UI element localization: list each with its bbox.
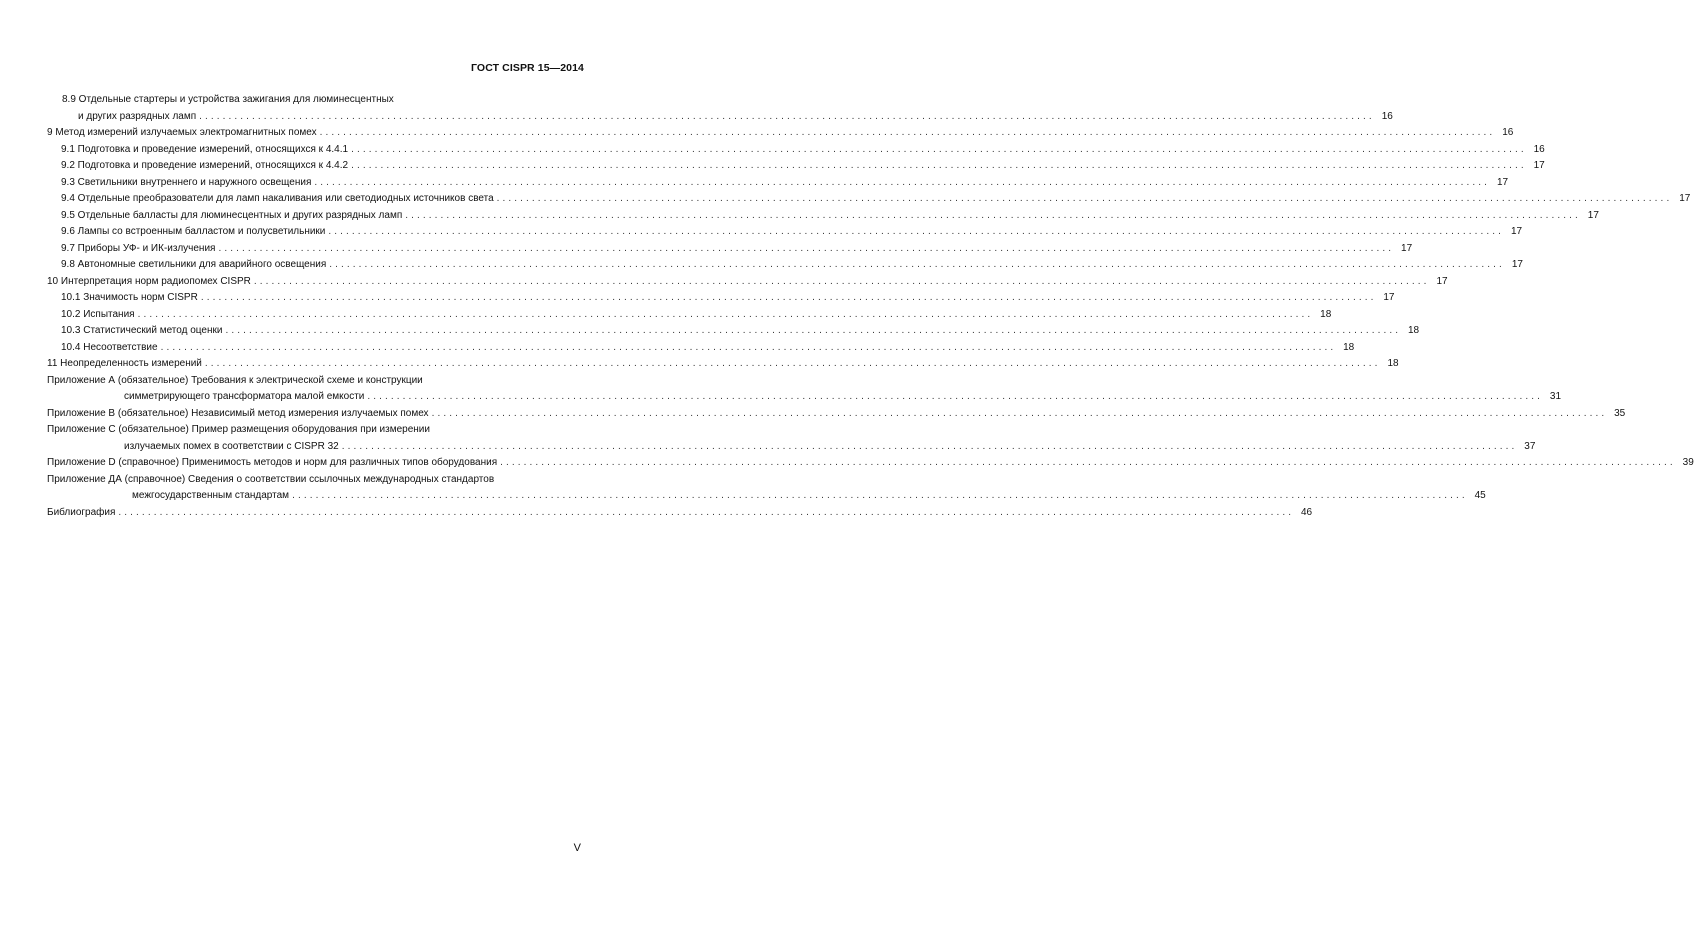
toc-entry-title: Приложение D (справочное) Применимость методов и норм для различных типов оборудования: [47, 457, 498, 468]
toc-entry[interactable]: [0, 340, 1355, 357]
toc-page-number: 17: [1383, 292, 1395, 303]
toc-entry-title: излучаемых помех в соответствии с CISPR 32: [124, 440, 339, 452]
toc-leader-dots: ........................................................................................................................................................................................................: [218, 242, 1395, 254]
toc-entry-title: межгосударственным стандартам: [132, 490, 290, 501]
toc-page-number: 16: [1502, 127, 1514, 138]
toc-entry[interactable]: [0, 356, 1399, 373]
table-of-contents: [0, 92, 1694, 521]
toc-entry-title: 9.3 Светильники внутреннего и наружного освещения: [61, 176, 312, 188]
toc-entry-title: 9.5 Отдельные балласты для люминесцентных и других разрядных ламп: [61, 209, 403, 221]
toc-entry-title: Приложение В (обязательное) Независимый метод измерения излучаемых помех: [47, 407, 429, 419]
toc-page-number: 18: [1320, 308, 1332, 320]
toc-leader-dots: ........................................................................................................................................................................................................: [253, 275, 1430, 287]
toc-entry[interactable]: [0, 290, 1395, 307]
toc-leader-dots: ........................................................................................................................................................................................................: [137, 308, 1314, 320]
toc-page-number: 39: [1682, 457, 1694, 468]
toc-page-number: 18: [1387, 358, 1399, 369]
toc-entry-title: 9.6 Лампы со встроенным балластом и полусветильники: [61, 226, 326, 237]
toc-entry-title: Библиография: [47, 506, 116, 518]
toc-leader-dots: ........................................................................................................................................................................................................: [405, 209, 1581, 221]
toc-entry[interactable]: [0, 241, 1413, 258]
toc-leader-dots: ........................................................................................................................................................................................................: [431, 407, 1608, 419]
toc-entry[interactable]: [0, 158, 1545, 175]
toc-entry-title: 9.4 Отдельные преобразователи для ламп накаливания или светодиодных источников света: [61, 193, 494, 204]
toc-page-number: 17: [1496, 176, 1509, 188]
toc-entry[interactable]: [0, 175, 1509, 192]
toc-entry[interactable]: [0, 406, 1626, 423]
toc-page-number: 16: [1533, 143, 1545, 155]
toc-entry-title: 10.2 Испытания: [61, 308, 135, 320]
toc-entry[interactable]: [0, 257, 1523, 274]
toc-page-number: 45: [1474, 490, 1486, 501]
toc-page-number: 17: [1436, 275, 1448, 287]
toc-page-number: 17: [1401, 242, 1413, 254]
toc-leader-dots: ........................................................................................................................................................................................................: [204, 358, 1381, 369]
toc-entry[interactable]: [0, 92, 1393, 125]
toc-entry-title: 11 Неопределенность измерений: [47, 358, 202, 369]
toc-entry[interactable]: [0, 142, 1545, 159]
toc-entry[interactable]: [0, 455, 1694, 472]
toc-page-number: 17: [1533, 160, 1545, 171]
toc-entry[interactable]: [0, 323, 1420, 340]
toc-entry-title-line: Приложение ДА (справочное) Сведения о соответствии ссылочных международных стандартов: [47, 473, 495, 485]
toc-entry[interactable]: [0, 373, 1562, 406]
toc-entry-title: 10.4 Несоответствие: [61, 341, 158, 353]
document-header: ГОСТ CISPR 15—2014: [471, 62, 584, 74]
toc-entry-title: и других разрядных ламп: [78, 110, 197, 122]
toc-leader-dots: ........................................................................................................................................................................................................: [319, 127, 1496, 138]
toc-page-number: 17: [1511, 259, 1523, 270]
toc-leader-dots: ........................................................................................................................................................................................................: [200, 292, 1377, 303]
toc-entry[interactable]: [0, 224, 1523, 241]
toc-entry-title: 9.7 Приборы УФ- и ИК-излучения: [61, 242, 216, 254]
toc-leader-dots: ........................................................................................................................................................................................................: [367, 391, 1544, 402]
toc-leader-dots: ........................................................................................................................................................................................................: [199, 110, 1375, 122]
toc-entry[interactable]: [0, 274, 1448, 291]
toc-entry-title: симметрирующего трансформатора малой емкости: [124, 391, 365, 402]
toc-entry-title: 10 Интерпретация норм радиопомех CISPR: [47, 275, 251, 287]
toc-leader-dots: ........................................................................................................................................................................................................: [496, 193, 1673, 204]
toc-entry-title: 9.2 Подготовка и проведение измерений, относящихся к 4.4.2: [61, 160, 349, 171]
toc-page-number: 18: [1408, 325, 1420, 336]
toc-entry-title: 9.8 Автономные светильники для аварийного освещения: [61, 259, 327, 270]
toc-leader-dots: ........................................................................................................................................................................................................: [292, 490, 1468, 501]
toc-leader-dots: ........................................................................................................................................................................................................: [341, 440, 1518, 452]
page-number: V: [573, 842, 581, 854]
toc-leader-dots: ........................................................................................................................................................................................................: [351, 143, 1527, 155]
toc-leader-dots: ........................................................................................................................................................................................................: [118, 506, 1295, 518]
toc-leader-dots: ........................................................................................................................................................................................................: [500, 457, 1676, 468]
toc-page-number: 18: [1343, 341, 1355, 353]
toc-entry-title-line: Приложение С (обязательное) Пример размещения оборудования при измерении: [47, 424, 430, 435]
toc-page-number: 17: [1510, 226, 1523, 237]
toc-entry-title-line: 8.9 Отдельные стартеры и устройства зажигания для люминесцентных: [62, 94, 394, 105]
toc-leader-dots: ........................................................................................................................................................................................................: [329, 259, 1505, 270]
toc-leader-dots: ........................................................................................................................................................................................................: [160, 341, 1337, 353]
toc-entry-title: 10.1 Значимость норм CISPR: [61, 292, 198, 303]
toc-page-number: 46: [1300, 506, 1313, 518]
toc-leader-dots: ........................................................................................................................................................................................................: [328, 226, 1505, 237]
toc-page-number: 17: [1587, 209, 1599, 221]
toc-entry[interactable]: [0, 125, 1514, 142]
toc-entry-title-line: Приложение А (обязательное) Требования к электрической схеме и конструкции: [47, 374, 423, 386]
toc-page-number: 35: [1614, 407, 1626, 419]
toc-entry[interactable]: [0, 208, 1599, 225]
toc-entry[interactable]: [0, 422, 1536, 455]
toc-leader-dots: ........................................................................................................................................................................................................: [351, 160, 1527, 171]
toc-entry[interactable]: [0, 307, 1332, 324]
toc-page-number: 37: [1524, 440, 1536, 452]
toc-page-number: 17: [1679, 193, 1691, 204]
toc-entry-title: 10.3 Статистический метод оценки: [61, 325, 223, 336]
toc-page-number: 16: [1381, 110, 1393, 122]
toc-entry[interactable]: [0, 472, 1486, 505]
toc-entry-title: 9.1 Подготовка и проведение измерений, относящихся к 4.4.1: [61, 143, 349, 155]
toc-leader-dots: ........................................................................................................................................................................................................: [225, 325, 1402, 336]
toc-entry[interactable]: [0, 191, 1691, 208]
toc-entry-title: 9 Метод измерений излучаемых электромагнитных помех: [47, 127, 317, 138]
toc-page-number: 31: [1549, 391, 1562, 402]
toc-leader-dots: ........................................................................................................................................................................................................: [314, 176, 1491, 188]
toc-entry[interactable]: [0, 505, 1313, 522]
